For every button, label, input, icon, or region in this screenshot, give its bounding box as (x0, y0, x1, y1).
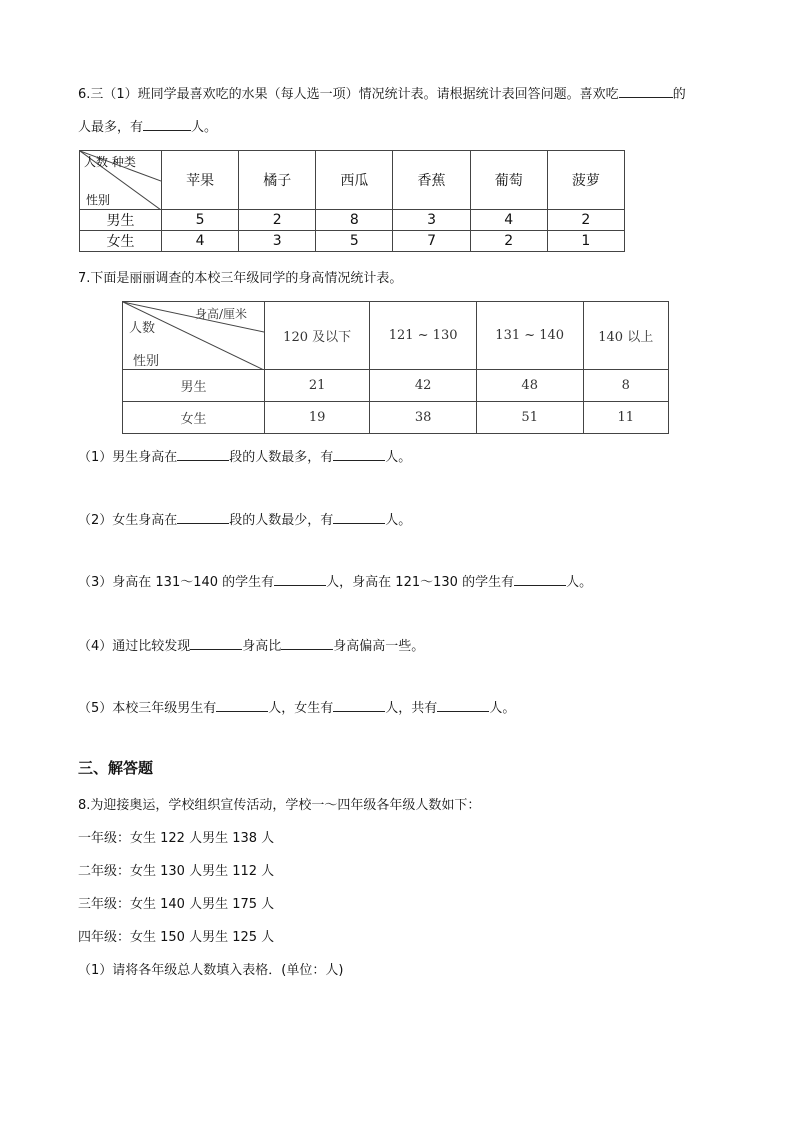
q7-sub2-range-blank[interactable] (177, 509, 229, 524)
q7-sub3-blank-2[interactable] (514, 571, 566, 586)
q7-sub5-c: 人，共有 (385, 701, 438, 716)
q7-header-range-3: 131 ~ 140 (476, 302, 583, 370)
table-cell: 3 (393, 210, 470, 231)
q7-header-range-1: 120 及以下 (265, 302, 370, 370)
table-cell: 19 (265, 402, 370, 434)
table-cell: 2 (547, 210, 624, 231)
q7-sub3-blank-1[interactable] (274, 571, 326, 586)
q6-line1-end: 的 (672, 87, 686, 102)
q6-line2-text: 人最多，有 (78, 120, 144, 135)
q6-header-banana: 香蕉 (393, 151, 470, 210)
q7-sub5-a: （5）本校三年级男生有 (78, 701, 217, 716)
q6-header-pineapple: 菠萝 (547, 151, 624, 210)
q6-row-label-boys: 男生 (80, 210, 162, 231)
q6-corner-top: 人数 种类 (84, 155, 136, 169)
table-cell: 38 (370, 402, 477, 434)
q6-line1 (78, 83, 686, 104)
q8-line-grade3: 三年级：女生 140 人男生 175 人 (78, 897, 275, 912)
q7-sub1-b: 段的人数最多，有 (229, 450, 334, 465)
q6-row-label-girls: 女生 (80, 231, 162, 252)
q8-line-grade1: 一年级：女生 122 人男生 138 人 (78, 831, 275, 846)
q6-line2 (78, 116, 217, 137)
table-cell: 42 (370, 370, 477, 402)
q7-sub3-b: 人，身高在 121～130 的学生有 (326, 575, 515, 590)
q6-corner-bottom: 性别 (86, 193, 111, 207)
q7-row-label-girls: 女生 (123, 402, 265, 434)
q6-table-corner (80, 151, 162, 210)
q6-header-apple: 苹果 (162, 151, 239, 210)
table-cell: 21 (265, 370, 370, 402)
table-cell: 8 (583, 370, 669, 402)
q7-sub4-blank-2[interactable] (281, 635, 333, 650)
q7-height-table (122, 301, 669, 434)
q7-sub3 (78, 571, 592, 592)
q7-sub5-total-blank[interactable] (437, 697, 489, 712)
q7-sub1-a: （1）男生身高在 (78, 450, 178, 465)
q7-sub2-count-blank[interactable] (333, 509, 385, 524)
table-cell: 51 (476, 402, 583, 434)
q7-header-range-4: 140 以上 (583, 302, 669, 370)
q7-sub4-b: 身高比 (242, 639, 282, 654)
q7-sub1-count-blank[interactable] (333, 446, 385, 461)
table-row (80, 231, 625, 252)
q7-sub5-d: 人。 (489, 701, 516, 716)
q6-header-orange: 橘子 (239, 151, 316, 210)
q6-fruit-blank[interactable] (619, 83, 673, 98)
q6-line1-text: 6.三（1）班同学最喜欢吃的水果（每人选一项）情况统计表。请根据统计表回答问题。喜欢吃 (78, 87, 619, 102)
q6-fruit-table (79, 150, 625, 252)
q7-corner-mid: 人数 (129, 321, 156, 336)
q6-count-blank[interactable] (143, 116, 191, 131)
table-cell: 11 (583, 402, 669, 434)
table-cell: 5 (316, 231, 393, 252)
q7-sub3-c: 人。 (566, 575, 593, 590)
section-title: 三、解答题 (78, 759, 154, 777)
q7-sub2-b: 段的人数最少，有 (229, 513, 334, 528)
q7-corner-bottom: 性别 (133, 354, 160, 369)
q7-sub1-c: 人。 (385, 450, 412, 465)
table-row (80, 210, 625, 231)
q8-title: 8.为迎接奥运，学校组织宣传活动，学校一～四年级各年级人数如下： (78, 798, 481, 813)
q7-sub2 (78, 509, 411, 530)
q8-line-grade4: 四年级：女生 150 人男生 125 人 (78, 930, 275, 945)
q7-corner-top: 身高/厘米 (195, 307, 248, 321)
q7-sub4 (78, 635, 424, 656)
q6-header-grape: 葡萄 (470, 151, 547, 210)
table-cell: 4 (162, 231, 239, 252)
q7-sub4-c: 身高偏高一些。 (333, 639, 425, 654)
q7-sub2-a: （2）女生身高在 (78, 513, 178, 528)
q8-line-grade2: 二年级：女生 130 人男生 112 人 (78, 864, 275, 879)
table-cell: 8 (316, 210, 393, 231)
q7-sub5-boys-blank[interactable] (216, 697, 268, 712)
q7-header-range-2: 121 ~ 130 (370, 302, 477, 370)
q7-sub4-a: （4）通过比较发现 (78, 639, 191, 654)
q7-sub1-range-blank[interactable] (177, 446, 229, 461)
q7-table-corner (123, 302, 265, 370)
table-cell: 2 (239, 210, 316, 231)
q7-sub4-blank-1[interactable] (190, 635, 242, 650)
q7-sub3-a: （3）身高在 131～140 的学生有 (78, 575, 275, 590)
table-cell: 5 (162, 210, 239, 231)
q8-sub1: （1）请将各年级总人数填入表格．(单位：人) (78, 963, 344, 978)
q7-sub5 (78, 697, 515, 718)
q7-title: 7.下面是丽丽调查的本校三年级同学的身高情况统计表。 (78, 271, 403, 286)
table-cell: 2 (470, 231, 547, 252)
table-cell: 48 (476, 370, 583, 402)
q6-header-watermelon: 西瓜 (316, 151, 393, 210)
q7-sub5-b: 人，女生有 (268, 701, 334, 716)
table-row (123, 370, 669, 402)
table-cell: 7 (393, 231, 470, 252)
table-row (123, 402, 669, 434)
q6-line2-end: 人。 (191, 120, 218, 135)
table-cell: 1 (547, 231, 624, 252)
q7-row-label-boys: 男生 (123, 370, 265, 402)
q7-sub1 (78, 446, 411, 467)
q7-sub5-girls-blank[interactable] (333, 697, 385, 712)
q7-sub2-c: 人。 (385, 513, 412, 528)
table-cell: 4 (470, 210, 547, 231)
table-cell: 3 (239, 231, 316, 252)
